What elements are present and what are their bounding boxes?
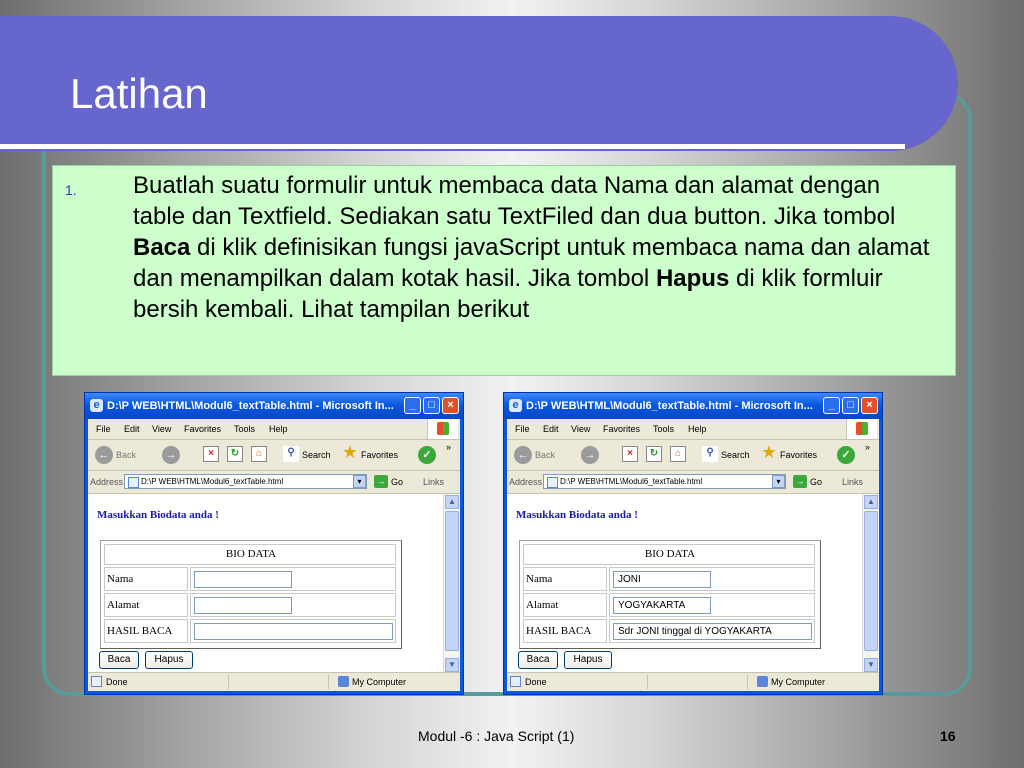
security-zone: My Computer [771,677,826,687]
status-bar [507,672,879,691]
table-title: BIO DATA [104,544,396,565]
menu-file[interactable]: File [515,424,530,434]
menu-view[interactable]: View [152,424,172,434]
status-bar [88,672,460,691]
label-alamat: Alamat [104,593,188,617]
address-value: D:\P WEB\HTML\Modul6_textTable.html [141,477,284,486]
slide-title-bar [0,16,958,151]
window-body [507,419,879,691]
address-bar [507,471,879,494]
page-icon [547,477,558,488]
go-button[interactable]: Go [810,477,823,487]
go-arrow-icon[interactable]: → [374,475,388,488]
window-title-bar[interactable] [85,393,463,419]
maximize-button[interactable]: □ [842,397,859,414]
instruction-part-3: di klik formluir bersih kembali. Lihat tampilan berikut [133,265,883,323]
hasil-cell [609,619,815,643]
instruction-text [133,170,933,325]
scroll-thumb[interactable] [445,511,459,651]
address-label: Address [509,477,543,487]
windows-logo-icon [846,419,877,439]
toolbar [88,440,460,471]
scroll-down-icon[interactable]: ▼ [445,658,459,672]
menu-file[interactable]: File [96,424,111,434]
status-divider [747,675,748,689]
instruction-part-1: Buatlah suatu formulir untuk membaca data Nama dan alamat dengan table dan Textfield. Sediakan satu TextFiled dan dua button. Jika tombol [133,172,896,230]
back-label[interactable]: Back [535,450,556,460]
browser-window-right [503,392,883,695]
home-icon[interactable]: ⌂ [670,446,686,462]
form-heading: Masukkan Biodata anda ! [516,509,638,521]
scroll-up-icon[interactable]: ▲ [864,495,878,509]
page-content [88,494,443,673]
window-title: D:\P WEB\HTML\Modul6_textTable.html - Microsoft In... [526,400,813,412]
computer-icon [338,676,349,687]
status-text: Done [525,677,547,687]
instruction-part-2: di klik definisikan fungsi javaScript untuk membaca nama dan alamat dan menampilkan dalam kotak hasil. Jika tombol [133,234,930,292]
page-number: 16 [940,728,956,744]
label-hasil-baca: HASIL BACA [523,619,607,643]
hasil-cell [190,619,396,643]
computer-icon [757,676,768,687]
back-arrow-icon[interactable]: ← [514,446,532,464]
menu-view[interactable]: View [571,424,591,434]
forward-arrow-icon[interactable]: → [581,446,599,464]
close-button[interactable]: × [442,397,459,414]
menu-help[interactable]: Help [269,424,288,434]
toolbar [507,440,879,471]
list-number: 1. [65,182,77,198]
slide-footer: Modul -6 : Java Script (1) [418,728,575,744]
form-heading: Masukkan Biodata anda ! [97,509,219,521]
nama-input[interactable]: JONI [613,571,711,588]
status-divider [328,675,329,689]
menu-edit[interactable]: Edit [124,424,140,434]
status-divider [228,675,229,689]
page-done-icon [510,676,521,687]
favorites-star-icon[interactable]: ★ [762,444,776,461]
menu-favorites[interactable]: Favorites [603,424,641,434]
windows-logo-icon [427,419,458,439]
alamat-cell [190,593,396,617]
media-icon[interactable]: ✓ [837,446,855,464]
search-icon[interactable]: ⚲ [283,446,299,462]
close-button[interactable]: × [861,397,878,414]
forward-arrow-icon[interactable]: → [162,446,180,464]
toolbar-overflow-icon[interactable]: » [865,442,871,452]
minimize-button[interactable]: _ [823,397,840,414]
bio-data-table [100,540,402,649]
address-label: Address [90,477,124,487]
security-zone: My Computer [352,677,407,687]
bio-data-table [519,540,821,649]
instruction-bold-hapus: Hapus [655,265,730,292]
refresh-icon[interactable]: ↻ [646,446,662,462]
search-icon[interactable]: ⚲ [702,446,718,462]
label-hasil-baca: HASIL BACA [104,619,188,643]
alamat-input[interactable]: YOGYAKARTA [613,597,711,614]
hasil-baca-input[interactable] [194,623,393,640]
alamat-input[interactable] [194,597,292,614]
favorites-label[interactable]: Favorites [780,450,818,460]
maximize-button[interactable]: □ [423,397,440,414]
back-arrow-icon[interactable]: ← [95,446,113,464]
stop-icon[interactable]: × [622,446,638,462]
hapus-button[interactable]: Hapus [564,651,612,669]
window-title: D:\P WEB\HTML\Modul6_textTable.html - Microsoft In... [107,400,394,412]
vertical-scrollbar[interactable] [443,494,460,673]
minimize-button[interactable]: _ [404,397,421,414]
menu-tools[interactable]: Tools [234,424,256,434]
menu-bar [88,419,460,440]
address-input[interactable] [543,474,786,489]
nama-cell [190,567,396,591]
instruction-bold-baca: Baca [133,234,191,261]
window-body [88,419,460,691]
baca-button[interactable]: Baca [99,651,139,669]
search-label[interactable]: Search [721,450,750,460]
search-label[interactable]: Search [302,450,331,460]
page-done-icon [91,676,102,687]
favorites-star-icon[interactable]: ★ [343,444,357,461]
media-icon[interactable]: ✓ [418,446,436,464]
menu-bar [507,419,879,440]
alamat-cell [609,593,815,617]
back-label[interactable]: Back [116,450,137,460]
refresh-icon[interactable]: ↻ [227,446,243,462]
hasil-baca-input[interactable]: Sdr JONI tinggal di YOGYAKARTA [613,623,812,640]
toolbar-overflow-icon[interactable]: » [446,442,452,452]
nama-cell [609,567,815,591]
links-label[interactable]: Links [842,477,864,487]
address-bar [88,471,460,494]
label-alamat: Alamat [523,593,607,617]
address-value: D:\P WEB\HTML\Modul6_textTable.html [560,477,703,486]
stop-icon[interactable]: × [203,446,219,462]
menu-edit[interactable]: Edit [543,424,559,434]
chevron-down-icon[interactable]: ▾ [353,475,366,488]
table-title: BIO DATA [523,544,815,565]
menu-tools[interactable]: Tools [653,424,675,434]
ie-icon: e [509,399,522,412]
vertical-scrollbar[interactable] [862,494,879,673]
page-icon [128,477,139,488]
label-nama: Nama [523,567,607,591]
favorites-label[interactable]: Favorites [361,450,399,460]
page-content [507,494,862,673]
chevron-down-icon[interactable]: ▾ [772,475,785,488]
status-text: Done [106,677,128,687]
window-title-bar[interactable] [504,393,882,419]
instruction-box [52,165,956,376]
scroll-up-icon[interactable]: ▲ [445,495,459,509]
slide-title: Latihan [70,70,208,117]
scroll-down-icon[interactable]: ▼ [864,658,878,672]
go-arrow-icon[interactable]: → [793,475,807,488]
links-label[interactable]: Links [423,477,445,487]
menu-help[interactable]: Help [688,424,707,434]
ie-icon: e [90,399,103,412]
scroll-thumb[interactable] [864,511,878,651]
home-icon[interactable]: ⌂ [251,446,267,462]
browser-window-left [84,392,464,695]
status-divider [647,675,648,689]
address-input[interactable] [124,474,367,489]
label-nama: Nama [104,567,188,591]
baca-button[interactable]: Baca [518,651,558,669]
hapus-button[interactable]: Hapus [145,651,193,669]
title-underline [0,144,905,149]
menu-favorites[interactable]: Favorites [184,424,222,434]
nama-input[interactable] [194,571,292,588]
go-button[interactable]: Go [391,477,404,487]
